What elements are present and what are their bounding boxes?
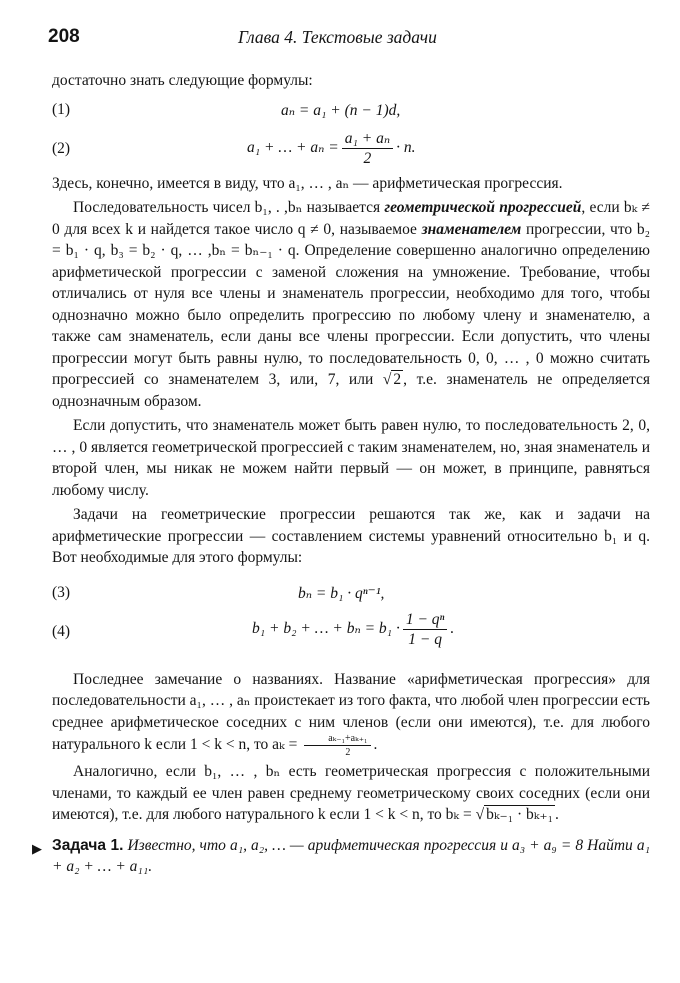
- text-run: Последнее замечание о названиях. Название «арифметическая прогрессия» для последовательности a₁, … , aₙ проистекает из того факта, что любой член прогрессии есть среднее арифметическое соседних с ним членов (если они имеются), т.е. для любого натурального k если 1 < k < n, то aₖ =: [52, 670, 650, 754]
- term-geometric-progression: геометрической прогрессией: [384, 199, 582, 216]
- formula-4: [52, 611, 650, 655]
- fraction-numerator: 1 − qⁿ: [403, 611, 448, 630]
- formula-number: (4): [52, 622, 71, 640]
- formula-lhs: a₁ + … + aₙ =: [247, 138, 339, 156]
- page-number: 208: [48, 26, 80, 47]
- paragraph-arithmetic: Здесь, конечно, имеется в виду, что a₁, … , aₙ — арифметическая прогрессия.: [52, 174, 563, 192]
- formula-expression: [252, 611, 454, 648]
- text-run: , т.е. знаменатель не определяется однозначным образом.: [52, 371, 650, 410]
- formula-tail: .: [450, 619, 455, 637]
- sqrt-expression: √ 2: [382, 371, 402, 388]
- text-run: .: [555, 806, 559, 823]
- text-run: .: [373, 736, 378, 754]
- paragraph-solving: Задачи на геометрические прогрессии решаются так же, как и задачи на арифметические прогрессии — составлением системы уравнений относительно b₁ и q. Вот необходимые для этого формулы:: [52, 506, 650, 566]
- task-marker-icon: ▶: [32, 840, 42, 856]
- text-run: прогрессии, что b₂ = b₁ · q, b₃ = b₂ · q, … ,bₙ = bₙ₋₁ · q. Определение совершенно аналогично определению арифметической прогрессии с заменой сложения на умножение. Требование, чтобы отличались от нуля все члены и знаменатель прогрессии, необходимо для того, чтобы однозначно можно было определить прогрессию по любому члену и знаменателю, а также сам знаменатель, если даны все члены прогрессии. Если допустить, что члены прогрессии могут быть равны нулю, то последовательность 0, 0, … , 0 можно считать прогрессией со знаменателем 3, или, 7, или: [52, 220, 650, 388]
- page-header: [48, 26, 650, 54]
- sqrt-radicand: 2: [393, 371, 402, 388]
- formula-number: (3): [52, 583, 71, 601]
- fraction: [304, 733, 370, 758]
- task-label: Задача 1.: [52, 836, 124, 854]
- paragraph-names: [52, 669, 650, 759]
- formula-2: [52, 130, 650, 170]
- task-text: Известно, что a₁, a₂, … — арифметическая прогрессия и a₃ + a₉ = 8 Найти a₁ + a₂ + … + a₁₁.: [52, 836, 650, 875]
- formula-lhs: b₁ + b₂ + … + bₙ = b₁ ·: [252, 619, 400, 637]
- paragraph-geometric-mean: [52, 761, 650, 826]
- fraction-numerator: a₁ + aₙ: [342, 130, 393, 149]
- formula-number: (1): [52, 100, 71, 118]
- text-run: Последовательность чисел b₁, . ,bₙ называется: [73, 199, 385, 216]
- formula-expression: aₙ = a₁ + (n − 1)d,: [281, 101, 401, 119]
- sqrt-radicand: bₖ₋₁ · bₖ₊₁: [486, 806, 553, 823]
- paragraph-zero-ratio: Если допустить, что знаменатель может быть равен нулю, то последовательность 2, 0, … , 0 является геометрической прогрессией с таким знаменателем, но, зная знаменатель и второй член, мы никак не можем найти первый — он может, в принципе, равняться любому числу.: [52, 417, 650, 499]
- paragraph-geometric-definition: [52, 197, 650, 412]
- formula-1: [52, 92, 650, 130]
- formula-expression: [247, 130, 415, 167]
- intro-line: достаточно знать следующие формулы:: [52, 72, 313, 89]
- fraction-denominator: 2: [345, 747, 351, 758]
- fraction-denominator: 2: [363, 149, 372, 167]
- formula-number: (2): [52, 139, 71, 157]
- fraction-denominator: 1 − q: [408, 630, 442, 648]
- fraction-numerator: aₖ₋₁+aₖ₊₁: [304, 733, 370, 746]
- formula-expression: bₙ = b₁ · qⁿ⁻¹,: [298, 584, 385, 602]
- text-run: , если bₖ ≠ 0 для всех k и найдется такое число q ≠ 0, называемое: [52, 199, 650, 238]
- fraction: [403, 611, 448, 648]
- formula-tail: · n.: [396, 138, 416, 156]
- text-run: Аналогично, если b₁, … , bₙ есть геометрическая прогрессия с положительными членами, то каждый ее член равен среднему геометрическому своих соседних (если они имеются), т.е. для любого натурального k если 1 < k < n, то bₖ =: [52, 763, 650, 823]
- formula-3: [52, 575, 650, 611]
- fraction: [342, 130, 393, 167]
- task-1: [32, 835, 650, 878]
- sqrt-expression: √ bₖ₋₁ · bₖ₊₁: [475, 806, 553, 823]
- term-ratio: знаменателем: [421, 220, 522, 238]
- chapter-title: Глава 4. Текстовые задачи: [238, 27, 437, 47]
